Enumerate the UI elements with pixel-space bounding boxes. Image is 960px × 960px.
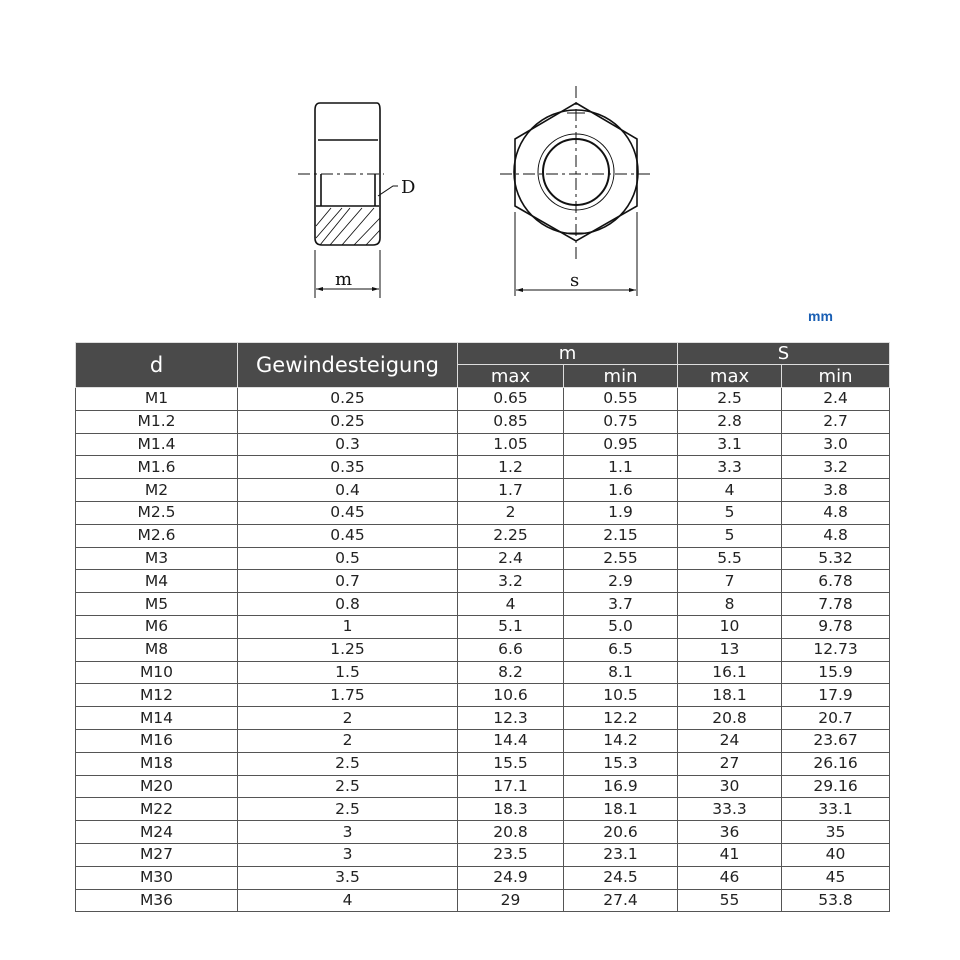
cell-d: M2.5 bbox=[76, 501, 238, 524]
table-row bbox=[76, 798, 890, 821]
top-view bbox=[500, 86, 652, 296]
table-row bbox=[76, 752, 890, 775]
cell-pitch: 0.4 bbox=[238, 479, 458, 502]
hex-nut-dimensions-table bbox=[75, 342, 890, 912]
cell-m-min: 2.9 bbox=[564, 570, 678, 593]
table-row bbox=[76, 684, 890, 707]
cell-s-min: 3.2 bbox=[782, 456, 890, 479]
hex-nut-diagram bbox=[0, 0, 960, 330]
cell-m-min: 24.5 bbox=[564, 866, 678, 889]
cell-m-min: 15.3 bbox=[564, 752, 678, 775]
table-row bbox=[76, 547, 890, 570]
cell-s-max: 13 bbox=[678, 638, 782, 661]
cell-m-max: 29 bbox=[458, 889, 564, 912]
cell-m-min: 0.95 bbox=[564, 433, 678, 456]
cell-pitch: 0.5 bbox=[238, 547, 458, 570]
cell-pitch: 1.5 bbox=[238, 661, 458, 684]
table-row bbox=[76, 707, 890, 730]
cell-m-max: 4 bbox=[458, 593, 564, 616]
cell-m-min: 1.1 bbox=[564, 456, 678, 479]
cell-s-max: 27 bbox=[678, 752, 782, 775]
cell-m-max: 14.4 bbox=[458, 729, 564, 752]
cell-m-min: 2.55 bbox=[564, 547, 678, 570]
cell-s-max: 24 bbox=[678, 729, 782, 752]
cell-s-max: 33.3 bbox=[678, 798, 782, 821]
cell-pitch: 2.5 bbox=[238, 752, 458, 775]
cell-m-max: 8.2 bbox=[458, 661, 564, 684]
cell-s-max: 3.3 bbox=[678, 456, 782, 479]
cell-m-min: 2.15 bbox=[564, 524, 678, 547]
cell-m-max: 5.1 bbox=[458, 615, 564, 638]
cell-m-min: 8.1 bbox=[564, 661, 678, 684]
cell-s-max: 8 bbox=[678, 593, 782, 616]
cell-s-min: 33.1 bbox=[782, 798, 890, 821]
cell-d: M22 bbox=[76, 798, 238, 821]
cell-d: M6 bbox=[76, 615, 238, 638]
cell-s-min: 4.8 bbox=[782, 524, 890, 547]
cell-s-max: 10 bbox=[678, 615, 782, 638]
cell-pitch: 0.7 bbox=[238, 570, 458, 593]
cell-m-min: 0.55 bbox=[564, 388, 678, 411]
cell-d: M4 bbox=[76, 570, 238, 593]
cell-s-max: 4 bbox=[678, 479, 782, 502]
cell-s-min: 45 bbox=[782, 866, 890, 889]
cell-s-max: 2.8 bbox=[678, 410, 782, 433]
cell-m-max: 20.8 bbox=[458, 821, 564, 844]
header-pitch: Gewindesteigung bbox=[238, 343, 458, 388]
cell-pitch: 3.5 bbox=[238, 866, 458, 889]
cell-m-min: 18.1 bbox=[564, 798, 678, 821]
table-row bbox=[76, 524, 890, 547]
cell-d: M24 bbox=[76, 821, 238, 844]
cell-s-min: 26.16 bbox=[782, 752, 890, 775]
cell-s-min: 6.78 bbox=[782, 570, 890, 593]
cell-m-min: 12.2 bbox=[564, 707, 678, 730]
cell-d: M16 bbox=[76, 729, 238, 752]
label-s: s bbox=[570, 270, 580, 291]
table-row bbox=[76, 456, 890, 479]
cell-m-max: 1.05 bbox=[458, 433, 564, 456]
cell-m-min: 6.5 bbox=[564, 638, 678, 661]
cell-m-max: 17.1 bbox=[458, 775, 564, 798]
table-row bbox=[76, 866, 890, 889]
cell-s-max: 30 bbox=[678, 775, 782, 798]
cell-pitch: 0.45 bbox=[238, 524, 458, 547]
table-row bbox=[76, 388, 890, 411]
cell-m-min: 23.1 bbox=[564, 843, 678, 866]
cell-m-max: 24.9 bbox=[458, 866, 564, 889]
cell-m-min: 5.0 bbox=[564, 615, 678, 638]
cell-d: M3 bbox=[76, 547, 238, 570]
header-s-max: max bbox=[678, 365, 782, 388]
cell-m-max: 1.7 bbox=[458, 479, 564, 502]
cell-d: M14 bbox=[76, 707, 238, 730]
cell-d: M1.4 bbox=[76, 433, 238, 456]
cell-d: M1.2 bbox=[76, 410, 238, 433]
cell-s-max: 41 bbox=[678, 843, 782, 866]
side-view bbox=[298, 103, 415, 298]
cell-s-min: 40 bbox=[782, 843, 890, 866]
header-s: S bbox=[678, 343, 890, 365]
table-row bbox=[76, 843, 890, 866]
cell-s-min: 2.4 bbox=[782, 388, 890, 411]
cell-m-max: 18.3 bbox=[458, 798, 564, 821]
cell-m-min: 0.75 bbox=[564, 410, 678, 433]
table-row bbox=[76, 615, 890, 638]
cell-s-min: 20.7 bbox=[782, 707, 890, 730]
cell-m-max: 0.85 bbox=[458, 410, 564, 433]
cell-d: M2.6 bbox=[76, 524, 238, 547]
cell-d: M36 bbox=[76, 889, 238, 912]
cell-pitch: 1.75 bbox=[238, 684, 458, 707]
cell-m-max: 2.25 bbox=[458, 524, 564, 547]
cell-s-min: 53.8 bbox=[782, 889, 890, 912]
cell-s-min: 5.32 bbox=[782, 547, 890, 570]
cell-d: M8 bbox=[76, 638, 238, 661]
cell-pitch: 1.25 bbox=[238, 638, 458, 661]
table-row bbox=[76, 501, 890, 524]
cell-pitch: 0.8 bbox=[238, 593, 458, 616]
cell-m-min: 27.4 bbox=[564, 889, 678, 912]
unit-label: mm bbox=[808, 308, 833, 324]
cell-pitch: 2 bbox=[238, 707, 458, 730]
cell-s-min: 3.0 bbox=[782, 433, 890, 456]
cell-m-max: 3.2 bbox=[458, 570, 564, 593]
cell-pitch: 3 bbox=[238, 843, 458, 866]
table-row bbox=[76, 593, 890, 616]
cell-m-min: 1.9 bbox=[564, 501, 678, 524]
header-d: d bbox=[76, 343, 238, 388]
cell-s-max: 5 bbox=[678, 501, 782, 524]
cell-d: M1.6 bbox=[76, 456, 238, 479]
cell-d: M1 bbox=[76, 388, 238, 411]
cell-m-min: 3.7 bbox=[564, 593, 678, 616]
cell-s-min: 15.9 bbox=[782, 661, 890, 684]
label-m: m bbox=[335, 269, 353, 290]
cell-s-max: 7 bbox=[678, 570, 782, 593]
cell-m-max: 2.4 bbox=[458, 547, 564, 570]
table-row bbox=[76, 570, 890, 593]
cell-pitch: 0.45 bbox=[238, 501, 458, 524]
cell-d: M30 bbox=[76, 866, 238, 889]
cell-m-max: 10.6 bbox=[458, 684, 564, 707]
cell-d: M2 bbox=[76, 479, 238, 502]
cell-d: M5 bbox=[76, 593, 238, 616]
cell-s-max: 2.5 bbox=[678, 388, 782, 411]
cell-s-min: 35 bbox=[782, 821, 890, 844]
cell-s-min: 12.73 bbox=[782, 638, 890, 661]
cell-pitch: 0.3 bbox=[238, 433, 458, 456]
cell-pitch: 2.5 bbox=[238, 775, 458, 798]
cell-m-min: 1.6 bbox=[564, 479, 678, 502]
table-row bbox=[76, 479, 890, 502]
cell-m-max: 12.3 bbox=[458, 707, 564, 730]
table-row bbox=[76, 433, 890, 456]
cell-m-max: 6.6 bbox=[458, 638, 564, 661]
cell-d: M10 bbox=[76, 661, 238, 684]
cell-s-max: 16.1 bbox=[678, 661, 782, 684]
cell-pitch: 3 bbox=[238, 821, 458, 844]
cell-m-max: 1.2 bbox=[458, 456, 564, 479]
table-row bbox=[76, 729, 890, 752]
cell-m-max: 15.5 bbox=[458, 752, 564, 775]
header-m: m bbox=[458, 343, 678, 365]
cell-s-min: 29.16 bbox=[782, 775, 890, 798]
cell-pitch: 2.5 bbox=[238, 798, 458, 821]
header-m-min: min bbox=[564, 365, 678, 388]
cell-s-max: 55 bbox=[678, 889, 782, 912]
cell-d: M20 bbox=[76, 775, 238, 798]
cell-m-max: 2 bbox=[458, 501, 564, 524]
cell-m-min: 20.6 bbox=[564, 821, 678, 844]
table-row bbox=[76, 661, 890, 684]
cell-s-max: 18.1 bbox=[678, 684, 782, 707]
header-m-max: max bbox=[458, 365, 564, 388]
cell-s-max: 3.1 bbox=[678, 433, 782, 456]
cell-d: M27 bbox=[76, 843, 238, 866]
label-D: D bbox=[401, 177, 416, 198]
table-row bbox=[76, 889, 890, 912]
cell-s-max: 36 bbox=[678, 821, 782, 844]
cell-pitch: 2 bbox=[238, 729, 458, 752]
table-row bbox=[76, 775, 890, 798]
cell-m-min: 14.2 bbox=[564, 729, 678, 752]
cell-s-min: 4.8 bbox=[782, 501, 890, 524]
cell-s-max: 5.5 bbox=[678, 547, 782, 570]
table-row bbox=[76, 821, 890, 844]
cell-s-max: 20.8 bbox=[678, 707, 782, 730]
cell-pitch: 1 bbox=[238, 615, 458, 638]
cell-s-min: 7.78 bbox=[782, 593, 890, 616]
cell-d: M18 bbox=[76, 752, 238, 775]
cell-pitch: 0.35 bbox=[238, 456, 458, 479]
cell-s-min: 23.67 bbox=[782, 729, 890, 752]
cell-s-max: 46 bbox=[678, 866, 782, 889]
table-row bbox=[76, 410, 890, 433]
cell-m-min: 16.9 bbox=[564, 775, 678, 798]
cell-d: M12 bbox=[76, 684, 238, 707]
cell-s-min: 2.7 bbox=[782, 410, 890, 433]
cell-s-max: 5 bbox=[678, 524, 782, 547]
cell-s-min: 3.8 bbox=[782, 479, 890, 502]
cell-s-min: 17.9 bbox=[782, 684, 890, 707]
cell-m-max: 23.5 bbox=[458, 843, 564, 866]
header-s-min: min bbox=[782, 365, 890, 388]
cell-s-min: 9.78 bbox=[782, 615, 890, 638]
cell-m-min: 10.5 bbox=[564, 684, 678, 707]
cell-pitch: 0.25 bbox=[238, 388, 458, 411]
cell-pitch: 0.25 bbox=[238, 410, 458, 433]
table-row bbox=[76, 638, 890, 661]
cell-m-max: 0.65 bbox=[458, 388, 564, 411]
cell-pitch: 4 bbox=[238, 889, 458, 912]
